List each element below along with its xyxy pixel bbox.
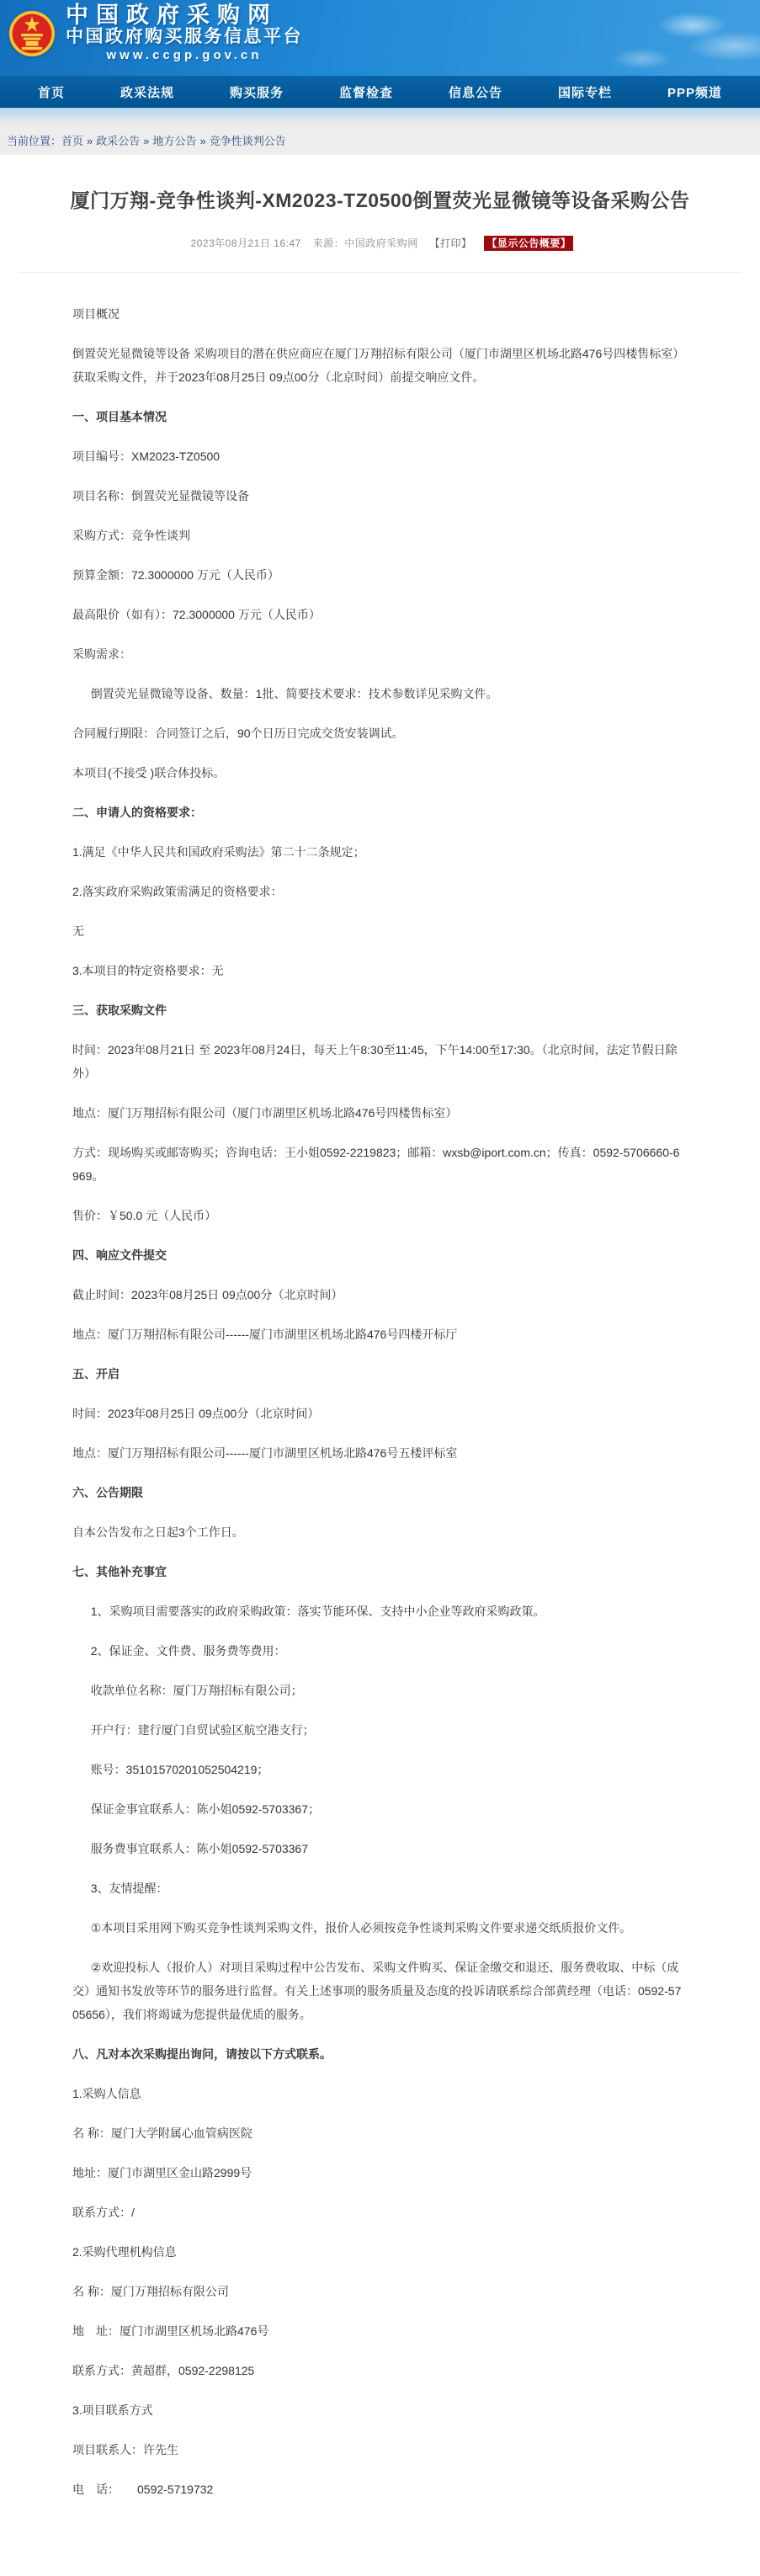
nav-item-6[interactable]: 国际专栏 bbox=[557, 85, 612, 100]
article-paragraph: 联系方式：黄超群，0592-2298125 bbox=[72, 2364, 255, 2378]
article-paragraph: ①本项目采用网下购买竞争性谈判采购文件，报价人必须按竞争性谈判采购文件要求递交纸质报价文件。 bbox=[90, 1921, 632, 1935]
nav-item-7[interactable]: PPP频道 bbox=[667, 85, 722, 100]
article-paragraph: 本项目(不接受 )联合体投标。 bbox=[72, 766, 226, 780]
breadcrumb-item[interactable]: 竞争性谈判公告 bbox=[209, 134, 286, 147]
article-paragraph: 项目名称：倒置荧光显微镜等设备 bbox=[72, 489, 249, 503]
article-paragraph: 收款单位名称：厦门万翔招标有限公司； bbox=[90, 1684, 303, 1698]
breadcrumb bbox=[0, 125, 760, 155]
article-paragraph: 合同履行期限：合同签订之后，90个日历日完成交货安装调试。 bbox=[72, 726, 404, 741]
section-heading: 八、凡对本次采购提出询问，请按以下方式联系。 bbox=[72, 2047, 332, 2062]
article-paragraph: 服务费事宜联系人：陈小姐0592-5703367 bbox=[90, 1842, 308, 1856]
article-paragraph: 1.满足《中华人民共和国政府采购法》第二十二条规定； bbox=[72, 845, 365, 860]
header-gradient-band bbox=[0, 108, 760, 125]
main-nav bbox=[0, 76, 760, 108]
national-emblem-logo bbox=[8, 10, 56, 57]
breadcrumb-label: 当前位置： bbox=[7, 134, 62, 147]
article-paragraph: 开户行：建行厦门自贸试验区航空港支行； bbox=[90, 1723, 315, 1738]
site-url: www.ccgp.gov.cn bbox=[106, 48, 263, 63]
site-name: 中国政府采购网 bbox=[66, 3, 278, 28]
page-title: 厦门万翔-竞争性谈判-XM2023-TZ0500倒置荧光显微镜等设备采购公告 bbox=[70, 189, 690, 211]
article-paragraph: 1、采购项目需要落实的政府采购政策：落实节能环保、支持中小企业等政府采购政策。 bbox=[90, 1605, 545, 1619]
article-paragraph: 采购需求： bbox=[72, 647, 131, 662]
article-paragraph: 保证金事宜联系人：陈小姐0592-5703367； bbox=[90, 1802, 320, 1817]
article-meta bbox=[19, 236, 741, 250]
article-paragraph: 自本公告发布之日起3个工作日。 bbox=[72, 1525, 244, 1540]
article-paragraph: 项目联系人：许先生 bbox=[72, 2443, 178, 2457]
article-paragraph: 最高限价（如有）：72.3000000 万元（人民币） bbox=[72, 608, 321, 622]
section-heading: 二、申请人的资格要求： bbox=[72, 806, 202, 820]
breadcrumb-item[interactable]: 首页 bbox=[61, 134, 84, 147]
announcement-article bbox=[0, 155, 760, 2576]
section-heading: 三、获取采购文件 bbox=[72, 1003, 167, 1018]
print-button[interactable]: 【打印】 bbox=[429, 237, 472, 250]
article-paragraph: 售价：￥50.0 元（人民币） bbox=[72, 1209, 217, 1223]
show-summary-button[interactable]: 【显示公告概要】 bbox=[484, 236, 573, 251]
article-paragraph: 项目编号：XM2023-TZ0500 bbox=[72, 450, 221, 464]
article-paragraph: 项目概况 bbox=[72, 307, 120, 322]
nav-item-5[interactable]: 信息公告 bbox=[448, 85, 502, 100]
nav-item-1[interactable]: 首页 bbox=[37, 85, 65, 100]
article-paragraph: 账号：35101570201052504219； bbox=[90, 1763, 269, 1777]
article-paragraph: 倒置荧光显微镜等设备、数量：1批、简要技术要求：技术参数详见采购文件。 bbox=[90, 687, 498, 701]
article-header bbox=[19, 187, 741, 273]
article-paragraph: 地点：厦门万翔招标有限公司（厦门市湖里区机场北路476号四楼售标室） bbox=[72, 1106, 458, 1120]
breadcrumb-separator: » bbox=[143, 134, 150, 147]
article-paragraph: ②欢迎投标人（报价人）对项目采购过程中公告发布、采购文件购买、保证金缴交和退还、服务费收取、中标（成交）通知书发放等环节的服务进行监督。有关上述事项的服务质量及态度的投诉请联系综合部黄经理（电话：0592-5705656），我们将竭诚为您提供最优质的服务。 bbox=[72, 1961, 682, 2022]
article-paragraph: 地 址：厦门市湖里区机场北路476号 bbox=[72, 2324, 269, 2339]
site-header bbox=[0, 0, 760, 76]
article-paragraph: 联系方式：/ bbox=[72, 2206, 135, 2220]
article-paragraph: 时间：2023年08月25日 09点00分（北京时间） bbox=[72, 1407, 320, 1421]
publish-datetime: 2023年08月21日 16:47 bbox=[190, 237, 301, 250]
section-heading: 一、项目基本情况 bbox=[72, 410, 167, 424]
article-paragraph: 2、保证金、文件费、服务费等费用： bbox=[90, 1644, 286, 1658]
article-paragraph: 采购方式：竞争性谈判 bbox=[72, 529, 190, 543]
section-heading: 六、公告期限 bbox=[72, 1486, 143, 1500]
section-heading: 五、开启 bbox=[72, 1367, 120, 1381]
article-paragraph: 预算金额：72.3000000 万元（人民币） bbox=[72, 568, 279, 583]
section-heading: 四、响应文件提交 bbox=[72, 1248, 167, 1263]
nav-item-2[interactable]: 政采法规 bbox=[120, 85, 174, 100]
article-paragraph: 名 称：厦门万翔招标有限公司 bbox=[72, 2285, 229, 2299]
article-paragraph: 地点：厦门万翔招标有限公司------厦门市湖里区机场北路476号四楼开标厅 bbox=[72, 1328, 458, 1342]
breadcrumb-item[interactable]: 地方公告 bbox=[152, 134, 197, 147]
breadcrumb-separator: » bbox=[87, 134, 93, 147]
article-paragraph: 倒置荧光显微镜等设备 采购项目的潜在供应商应在厦门万翔招标有限公司（厦门市湖里区机场北路476号四楼售标室）获取采购文件，并于2023年08月25日 09点00分（北京时间）前提交响应文件。 bbox=[72, 347, 679, 385]
nav-item-3[interactable]: 购买服务 bbox=[229, 85, 284, 100]
article-paragraph: 2.采购代理机构信息 bbox=[72, 2245, 177, 2259]
breadcrumb-separator: » bbox=[199, 134, 206, 147]
article-paragraph: 时间：2023年08月21日 至 2023年08月24日，每天上午8:30至11:45，下午14:00至17:30。（北京时间，法定节假日除外） bbox=[72, 1043, 678, 1081]
article-paragraph: 3、友情提醒： bbox=[90, 1881, 168, 1896]
article-paragraph: 方式：现场购买或邮寄购买；咨询电话：王小姐0592-2219823；邮箱：wxsb@iport.com.cn；传真：0592-5706660-6969。 bbox=[72, 1146, 680, 1184]
nav-item-4[interactable]: 监督检查 bbox=[338, 85, 393, 100]
article-paragraph: 电 话： 0592-5719732 bbox=[72, 2483, 214, 2497]
article-paragraph: 地址：厦门市湖里区金山路2999号 bbox=[72, 2166, 252, 2180]
article-paragraph: 地点：厦门万翔招标有限公司------厦门市湖里区机场北路476号五楼评标室 bbox=[72, 1446, 458, 1461]
section-heading: 七、其他补充事宜 bbox=[72, 1565, 167, 1579]
article-source: 来源：中国政府采购网 bbox=[312, 237, 418, 250]
article-paragraph: 2.落实政府采购政策需满足的资格要求： bbox=[72, 885, 283, 899]
article-paragraph: 名 称：厦门大学附属心血管病医院 bbox=[72, 2126, 252, 2141]
article-body bbox=[0, 273, 760, 2576]
article-paragraph: 3.项目联系方式 bbox=[72, 2403, 153, 2418]
breadcrumb-item[interactable]: 政采公告 bbox=[96, 134, 141, 147]
article-paragraph: 3.本项目的特定资格要求：无 bbox=[72, 964, 224, 978]
article-paragraph: 截止时间：2023年08月25日 09点00分（北京时间） bbox=[72, 1288, 343, 1302]
article-paragraph: 无 bbox=[72, 924, 84, 939]
article-paragraph: 1.采购人信息 bbox=[72, 2087, 141, 2101]
site-subtitle: 中国政府购买服务信息平台 bbox=[66, 27, 303, 47]
